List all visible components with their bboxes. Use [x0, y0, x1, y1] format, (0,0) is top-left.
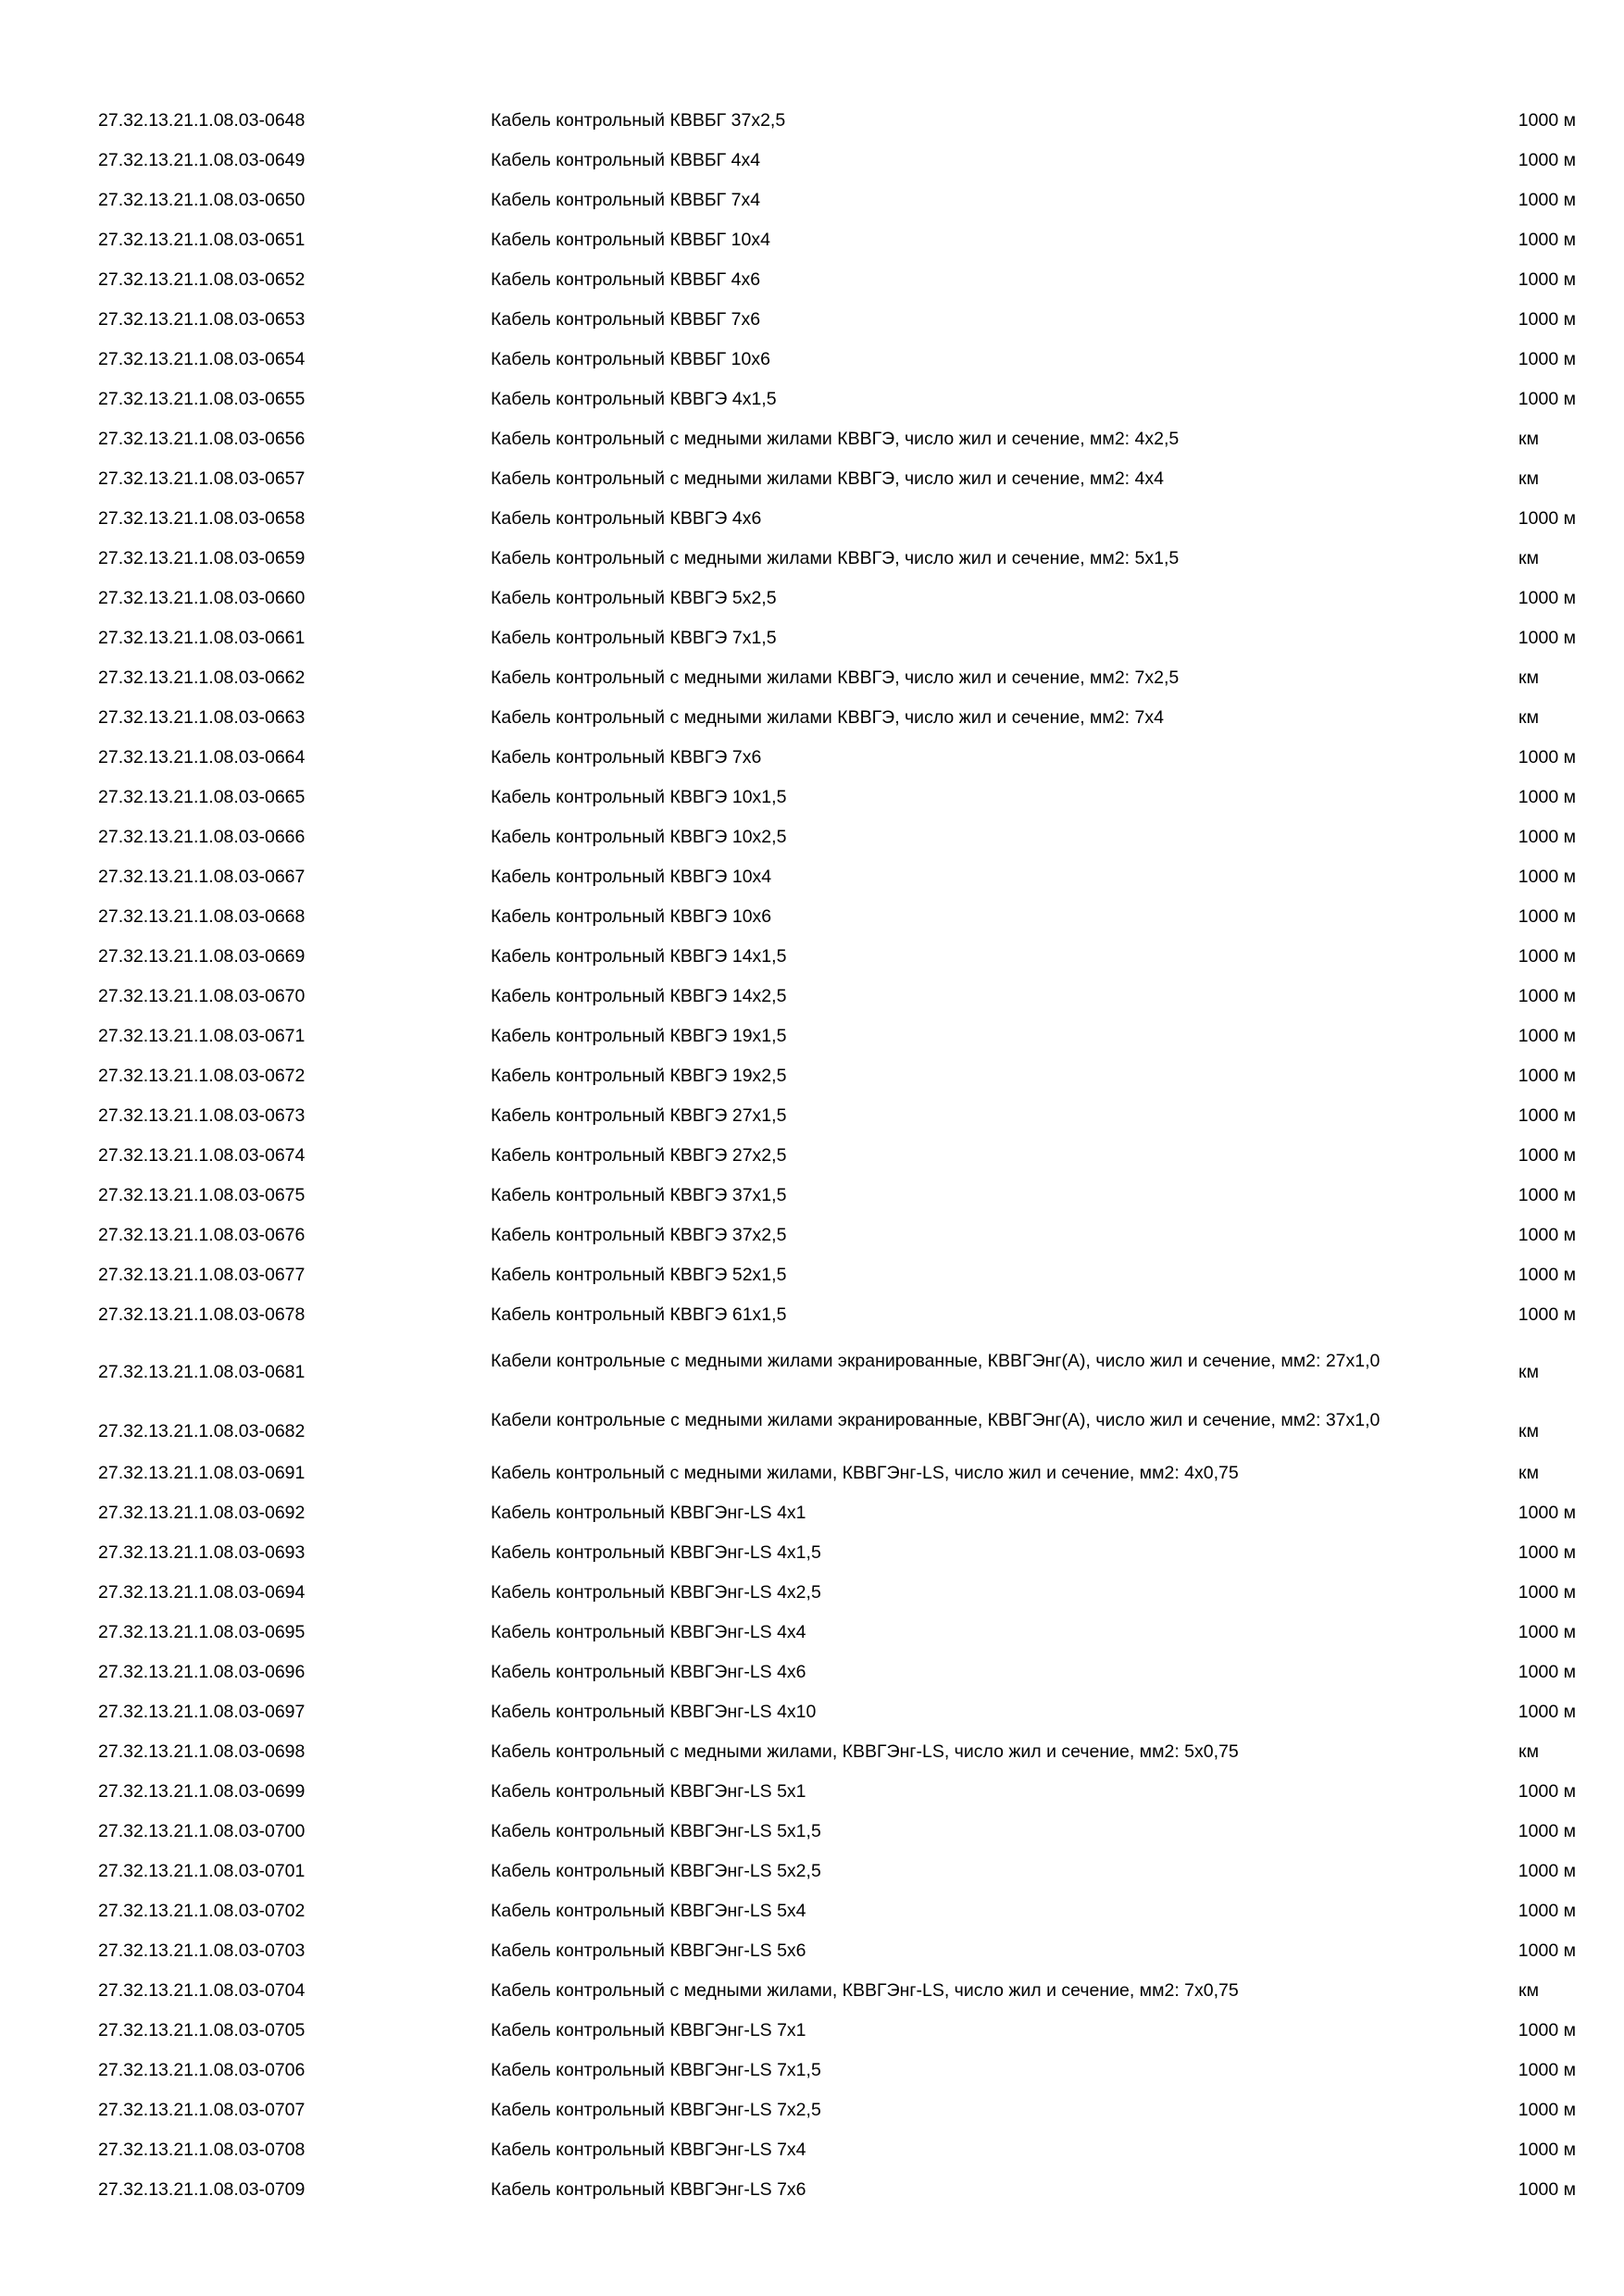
item-unit: 1000 м — [1518, 508, 1576, 529]
item-name: Кабель контрольный КВВГЭнг-LS 5х4 — [491, 1901, 806, 1921]
item-unit: 1000 м — [1518, 309, 1576, 330]
item-unit: 1000 м — [1518, 1304, 1576, 1325]
item-code: 27.32.13.21.1.08.03-0658 — [98, 508, 306, 529]
item-unit: 1000 м — [1518, 946, 1576, 967]
item-code: 27.32.13.21.1.08.03-0696 — [98, 1662, 306, 1682]
item-code: 27.32.13.21.1.08.03-0657 — [98, 468, 306, 489]
item-unit: 1000 м — [1518, 2179, 1576, 2200]
item-code: 27.32.13.21.1.08.03-0700 — [98, 1821, 306, 1841]
item-unit: 1000 м — [1518, 1901, 1576, 1921]
item-unit: км — [1518, 668, 1539, 688]
item-code: 27.32.13.21.1.08.03-0705 — [98, 2020, 306, 2040]
item-name: Кабели контрольные с медными жилами экранированные, КВВГЭнг(А), число жил и сечение, мм2: 27х1,0 — [491, 1351, 1380, 1371]
item-unit: 1000 м — [1518, 588, 1576, 608]
item-code: 27.32.13.21.1.08.03-0676 — [98, 1225, 306, 1245]
item-unit: 1000 м — [1518, 906, 1576, 927]
item-code: 27.32.13.21.1.08.03-0709 — [98, 2179, 306, 2200]
item-unit: 1000 м — [1518, 110, 1576, 131]
item-name: Кабель контрольный КВВГЭнг-LS 5х1 — [491, 1781, 806, 1802]
item-unit: 1000 м — [1518, 1582, 1576, 1603]
item-code: 27.32.13.21.1.08.03-0650 — [98, 190, 306, 210]
item-unit: 1000 м — [1518, 150, 1576, 170]
item-name: Кабель контрольный с медными жилами КВВГЭ, число жил и сечение, мм2: 7х2,5 — [491, 668, 1180, 688]
item-code: 27.32.13.21.1.08.03-0706 — [98, 2060, 306, 2080]
item-name: Кабель контрольный КВВГЭ 10х6 — [491, 906, 772, 927]
item-name: Кабель контрольный с медными жилами КВВГЭ, число жил и сечение, мм2: 4х2,5 — [491, 429, 1180, 449]
item-name: Кабель контрольный КВВБГ 4х4 — [491, 150, 761, 170]
item-code: 27.32.13.21.1.08.03-0694 — [98, 1582, 306, 1603]
item-code: 27.32.13.21.1.08.03-0660 — [98, 588, 306, 608]
item-unit: км — [1518, 1741, 1539, 1762]
item-code: 27.32.13.21.1.08.03-0653 — [98, 309, 306, 330]
item-code: 27.32.13.21.1.08.03-0671 — [98, 1026, 306, 1046]
item-code: 27.32.13.21.1.08.03-0691 — [98, 1463, 306, 1483]
item-code: 27.32.13.21.1.08.03-0652 — [98, 269, 306, 290]
item-unit: 1000 м — [1518, 2100, 1576, 2120]
item-code: 27.32.13.21.1.08.03-0669 — [98, 946, 306, 967]
item-code: 27.32.13.21.1.08.03-0651 — [98, 230, 306, 250]
item-name: Кабель контрольный КВВГЭнг-LS 7х1,5 — [491, 2060, 821, 2080]
item-code: 27.32.13.21.1.08.03-0666 — [98, 827, 306, 847]
item-code: 27.32.13.21.1.08.03-0661 — [98, 628, 306, 648]
item-code: 27.32.13.21.1.08.03-0654 — [98, 349, 306, 369]
item-unit: 1000 м — [1518, 1225, 1576, 1245]
item-name: Кабель контрольный КВВГЭ 4х6 — [491, 508, 762, 529]
item-unit: 1000 м — [1518, 986, 1576, 1006]
item-code: 27.32.13.21.1.08.03-0708 — [98, 2140, 306, 2160]
item-name: Кабель контрольный КВВГЭ 52х1,5 — [491, 1265, 787, 1285]
item-name: Кабель контрольный КВВГЭ 27х2,5 — [491, 1145, 787, 1166]
item-unit: 1000 м — [1518, 269, 1576, 290]
item-name: Кабель контрольный КВВГЭ 27х1,5 — [491, 1105, 787, 1126]
item-unit: 1000 м — [1518, 1821, 1576, 1841]
item-unit: 1000 м — [1518, 1940, 1576, 1961]
item-code: 27.32.13.21.1.08.03-0675 — [98, 1185, 306, 1205]
item-unit: 1000 м — [1518, 1105, 1576, 1126]
item-unit: км — [1518, 548, 1539, 568]
item-unit: 1000 м — [1518, 230, 1576, 250]
item-code: 27.32.13.21.1.08.03-0664 — [98, 747, 306, 767]
item-code: 27.32.13.21.1.08.03-0699 — [98, 1781, 306, 1802]
item-name: Кабель контрольный КВВГЭнг-LS 5х2,5 — [491, 1861, 821, 1881]
item-name: Кабели контрольные с медными жилами экранированные, КВВГЭнг(А), число жил и сечение, мм2: 37х1,0 — [491, 1410, 1380, 1430]
item-unit: 1000 м — [1518, 1622, 1576, 1642]
item-unit: 1000 м — [1518, 628, 1576, 648]
item-code: 27.32.13.21.1.08.03-0703 — [98, 1940, 306, 1961]
item-name: Кабель контрольный с медными жилами, КВВГЭнг-LS, число жил и сечение, мм2: 4х0,75 — [491, 1463, 1239, 1483]
item-name: Кабель контрольный КВВБГ 7х4 — [491, 190, 761, 210]
item-code: 27.32.13.21.1.08.03-0707 — [98, 2100, 306, 2120]
item-code: 27.32.13.21.1.08.03-0701 — [98, 1861, 306, 1881]
item-code: 27.32.13.21.1.08.03-0665 — [98, 787, 306, 807]
item-code: 27.32.13.21.1.08.03-0649 — [98, 150, 306, 170]
item-code: 27.32.13.21.1.08.03-0692 — [98, 1503, 306, 1523]
item-name: Кабель контрольный КВВБГ 10х6 — [491, 349, 770, 369]
item-name: Кабель контрольный КВВГЭнг-LS 7х4 — [491, 2140, 806, 2160]
item-name: Кабель контрольный КВВГЭ 37х1,5 — [491, 1185, 787, 1205]
item-name: Кабель контрольный КВВГЭ 10х4 — [491, 867, 772, 887]
item-unit: 1000 м — [1518, 389, 1576, 409]
item-name: Кабель контрольный с медными жилами КВВГЭ, число жил и сечение, мм2: 4х4 — [491, 468, 1164, 489]
item-code: 27.32.13.21.1.08.03-0704 — [98, 1980, 306, 2001]
item-name: Кабель контрольный КВВГЭ 4х1,5 — [491, 389, 777, 409]
item-name: Кабель контрольный с медными жилами, КВВГЭнг-LS, число жил и сечение, мм2: 7х0,75 — [491, 1980, 1239, 2001]
item-unit: 1000 м — [1518, 2060, 1576, 2080]
item-code: 27.32.13.21.1.08.03-0670 — [98, 986, 306, 1006]
item-unit: км — [1518, 1421, 1539, 1441]
item-unit: 1000 м — [1518, 1026, 1576, 1046]
item-unit: 1000 м — [1518, 827, 1576, 847]
item-name: Кабель контрольный КВВГЭ 7х6 — [491, 747, 762, 767]
item-name: Кабель контрольный КВВГЭнг-LS 4х1 — [491, 1503, 806, 1523]
item-name: Кабель контрольный КВВГЭ 10х1,5 — [491, 787, 787, 807]
item-code: 27.32.13.21.1.08.03-0648 — [98, 110, 306, 131]
item-unit: км — [1518, 1463, 1539, 1483]
item-unit: км — [1518, 468, 1539, 489]
item-code: 27.32.13.21.1.08.03-0673 — [98, 1105, 306, 1126]
item-name: Кабель контрольный с медными жилами, КВВГЭнг-LS, число жил и сечение, мм2: 5х0,75 — [491, 1741, 1239, 1762]
item-name: Кабель контрольный с медными жилами КВВГЭ, число жил и сечение, мм2: 5х1,5 — [491, 548, 1180, 568]
item-name: Кабель контрольный КВВГЭнг-LS 7х2,5 — [491, 2100, 821, 2120]
item-name: Кабель контрольный КВВГЭнг-LS 5х1,5 — [491, 1821, 821, 1841]
item-name: Кабель контрольный КВВГЭ 14х2,5 — [491, 986, 787, 1006]
item-code: 27.32.13.21.1.08.03-0702 — [98, 1901, 306, 1921]
item-name: Кабель контрольный КВВГЭнг-LS 4х10 — [491, 1702, 817, 1722]
item-name: Кабель контрольный КВВГЭнг-LS 4х4 — [491, 1622, 806, 1642]
item-unit: км — [1518, 429, 1539, 449]
item-name: Кабель контрольный КВВГЭ 10х2,5 — [491, 827, 787, 847]
item-unit: 1000 м — [1518, 1662, 1576, 1682]
item-code: 27.32.13.21.1.08.03-0693 — [98, 1542, 306, 1563]
item-unit: 1000 м — [1518, 1861, 1576, 1881]
item-unit: 1000 м — [1518, 747, 1576, 767]
item-name: Кабель контрольный КВВГЭнг-LS 7х1 — [491, 2020, 806, 2040]
item-code: 27.32.13.21.1.08.03-0698 — [98, 1741, 306, 1762]
item-code: 27.32.13.21.1.08.03-0667 — [98, 867, 306, 887]
item-unit: 1000 м — [1518, 787, 1576, 807]
item-unit: 1000 м — [1518, 1503, 1576, 1523]
item-name: Кабель контрольный КВВБГ 4х6 — [491, 269, 761, 290]
item-name: Кабель контрольный с медными жилами КВВГЭ, число жил и сечение, мм2: 7х4 — [491, 707, 1164, 728]
item-unit: 1000 м — [1518, 1185, 1576, 1205]
item-code: 27.32.13.21.1.08.03-0659 — [98, 548, 306, 568]
item-unit: 1000 м — [1518, 1066, 1576, 1086]
item-name: Кабель контрольный КВВГЭ 19х1,5 — [491, 1026, 787, 1046]
item-code: 27.32.13.21.1.08.03-0668 — [98, 906, 306, 927]
item-unit: 1000 м — [1518, 1542, 1576, 1563]
item-unit: 1000 м — [1518, 190, 1576, 210]
item-name: Кабель контрольный КВВГЭ 61х1,5 — [491, 1304, 787, 1325]
item-code: 27.32.13.21.1.08.03-0655 — [98, 389, 306, 409]
item-name: Кабель контрольный КВВГЭ 14х1,5 — [491, 946, 787, 967]
item-code: 27.32.13.21.1.08.03-0662 — [98, 668, 306, 688]
item-unit: 1000 м — [1518, 867, 1576, 887]
item-code: 27.32.13.21.1.08.03-0697 — [98, 1702, 306, 1722]
item-code: 27.32.13.21.1.08.03-0681 — [98, 1362, 306, 1382]
item-code: 27.32.13.21.1.08.03-0695 — [98, 1622, 306, 1642]
item-unit: 1000 м — [1518, 1702, 1576, 1722]
item-unit: 1000 м — [1518, 349, 1576, 369]
item-unit: км — [1518, 1980, 1539, 2001]
item-code: 27.32.13.21.1.08.03-0674 — [98, 1145, 306, 1166]
item-unit: 1000 м — [1518, 1265, 1576, 1285]
item-name: Кабель контрольный КВВБГ 7х6 — [491, 309, 761, 330]
item-unit: 1000 м — [1518, 2140, 1576, 2160]
item-unit: 1000 м — [1518, 1781, 1576, 1802]
item-name: Кабель контрольный КВВГЭ 19х2,5 — [491, 1066, 787, 1086]
item-unit: км — [1518, 1362, 1539, 1382]
item-code: 27.32.13.21.1.08.03-0672 — [98, 1066, 306, 1086]
item-name: Кабель контрольный КВВГЭ 37х2,5 — [491, 1225, 787, 1245]
item-name: Кабель контрольный КВВГЭнг-LS 4х1,5 — [491, 1542, 821, 1563]
item-code: 27.32.13.21.1.08.03-0682 — [98, 1421, 306, 1441]
item-name: Кабель контрольный КВВБГ 10х4 — [491, 230, 770, 250]
item-name: Кабель контрольный КВВГЭнг-LS 4х2,5 — [491, 1582, 821, 1603]
item-unit: 1000 м — [1518, 1145, 1576, 1166]
item-name: Кабель контрольный КВВГЭ 5х2,5 — [491, 588, 777, 608]
item-name: Кабель контрольный КВВБГ 37х2,5 — [491, 110, 786, 131]
item-name: Кабель контрольный КВВГЭ 7х1,5 — [491, 628, 777, 648]
item-code: 27.32.13.21.1.08.03-0677 — [98, 1265, 306, 1285]
item-name: Кабель контрольный КВВГЭнг-LS 4х6 — [491, 1662, 806, 1682]
item-code: 27.32.13.21.1.08.03-0656 — [98, 429, 306, 449]
item-code: 27.32.13.21.1.08.03-0678 — [98, 1304, 306, 1325]
item-code: 27.32.13.21.1.08.03-0663 — [98, 707, 306, 728]
item-name: Кабель контрольный КВВГЭнг-LS 5х6 — [491, 1940, 806, 1961]
item-unit: 1000 м — [1518, 2020, 1576, 2040]
item-unit: км — [1518, 707, 1539, 728]
item-name: Кабель контрольный КВВГЭнг-LS 7х6 — [491, 2179, 806, 2200]
